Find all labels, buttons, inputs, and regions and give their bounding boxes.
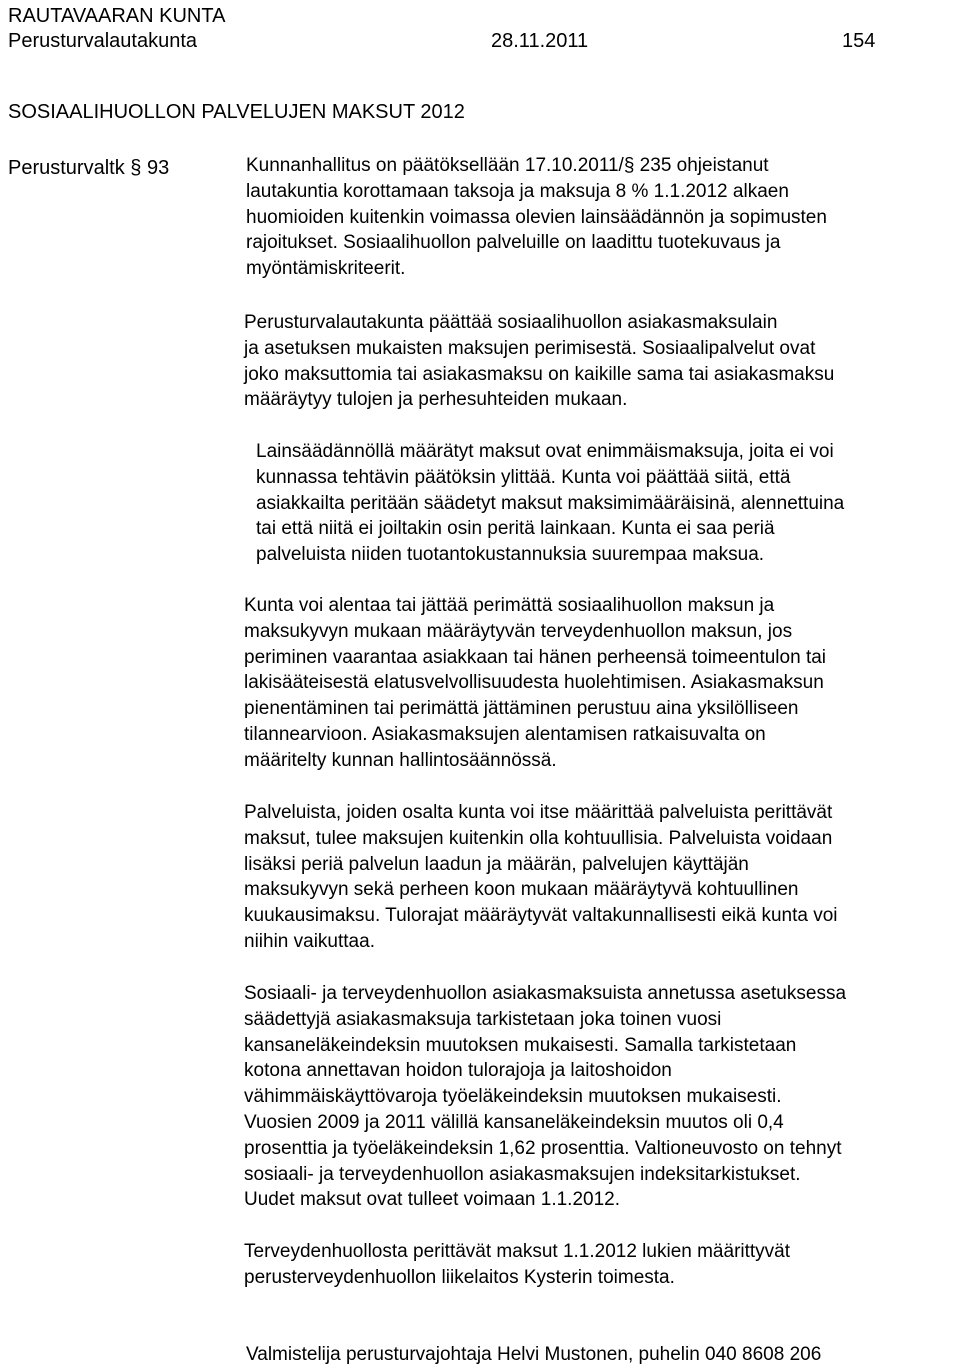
paragraph-1: Kunnanhallitus on päätöksellään 17.10.2011/§ 235 ohjeistanut lautakuntia korottamaan taksoja ja maksuja 8 % 1.1.2012 alkaen huomioiden kuitenkin voimassa olevien lainsäädännön ja sopimusten rajoitukset. Sosiaalihuollon palveluille on laadittu tuotekuvaus ja myöntämiskriteerit.	[246, 155, 827, 280]
paragraph-2: Perusturvalautakunta päättää sosiaalihuollon asiakasmaksulain ja asetuksen mukaisten maksujen perimisestä. Sosiaalipalvelut ovat joko maksuttomia tai asiakasmaksu on kaikille sama tai asiakasmaksu määräytyy tulojen ja perhesuhteiden mukaan.	[244, 312, 835, 411]
paragraph-3: Lainsäädännöllä määrätyt maksut ovat enimmäismaksuja, joita ei voi kunnassa tehtävin päätöksin ylittää. Kunta voi päättää siitä, että asiakkailta peritään säädetyt maksut maksimimääräisinä, alennettuina tai että niitä ei joiltakin osin peritä lainkaan. Kunta ei saa periä palveluista niiden tuotantokustannuksia suurempaa maksua.	[256, 441, 845, 566]
paragraph-5: Palveluista, joiden osalta kunta voi itse määrittää palveluista perittävät maksut, tulee maksujen kuitenkin olla kohtuullisia. Palveluista voidaan lisäksi periä palvelun laadun ja määrän, palvelujen käyttäjän maksukyvyn sekä perheen koon mukaan määräytyvä kohtuullinen kuukausimaksu. Tulorajat määräytyvät valtakunnallisesti eikä kunta voi niihin vaikuttaa.	[244, 802, 838, 952]
document-title: SOSIAALIHUOLLON PALVELUJEN MAKSUT 2012	[8, 101, 465, 123]
page-number: 154	[842, 30, 876, 52]
paragraph-4: Kunta voi alentaa tai jättää perimättä sosiaalihuollon maksun ja maksukyvyn mukaan määräytyvän terveydenhuollon maksun, jos periminen vaarantaa asiakkaan tai hänen perheensä toimeentulon tai lakisääteisestä elatusvelvollisuudesta huolehtimisen. Asiakasmaksun pienentäminen tai perimättä jättäminen perustuu aina yksilölliseen tilannearvioon. Asiakasmaksujen alentamisen ratkaisuvalta on määritelty kunnan hallintosäännössä.	[244, 595, 827, 771]
board-name: Perusturvalautakunta	[8, 30, 198, 52]
paragraph-6: Sosiaali- ja terveydenhuollon asiakasmaksuista annetussa asetuksessa säädettyjä asiakasmaksuja tarkistetaan joka toinen vuosi kansaneläkeindeksin muutoksen mukaisesti. Samalla tarkistetaan kotona annettavan hoidon tulorajoja ja laitoshoidon vähimmäiskäyttövaroja työeläkeindeksin muutoksen mukaisesti. Vuosien 2009 ja 2011 välillä kansaneläkeindeksin muutos oli 0,4 prosenttia ja työeläkeindeksin 1,62 prosenttia. Valtioneuvosto on tehnyt sosiaali- ja terveydenhuollon asiakasmaksujen indeksitarkistukset. Uudet maksut ovat tulleet voimaan 1.1.2012.	[244, 983, 847, 1211]
preparer-footer: Valmistelija perusturvajohtaja Helvi Mustonen, puhelin 040 8608 206	[246, 1344, 822, 1365]
section-reference: Perusturvaltk § 93	[8, 157, 170, 179]
organization-name: RAUTAVAARAN KUNTA	[8, 5, 226, 27]
meeting-date: 28.11.2011	[491, 30, 589, 52]
paragraph-7: Terveydenhuollosta perittävät maksut 1.1.2012 lukien määrittyvät perusterveydenhuollon liikelaitos Kysterin toimesta.	[244, 1241, 791, 1288]
